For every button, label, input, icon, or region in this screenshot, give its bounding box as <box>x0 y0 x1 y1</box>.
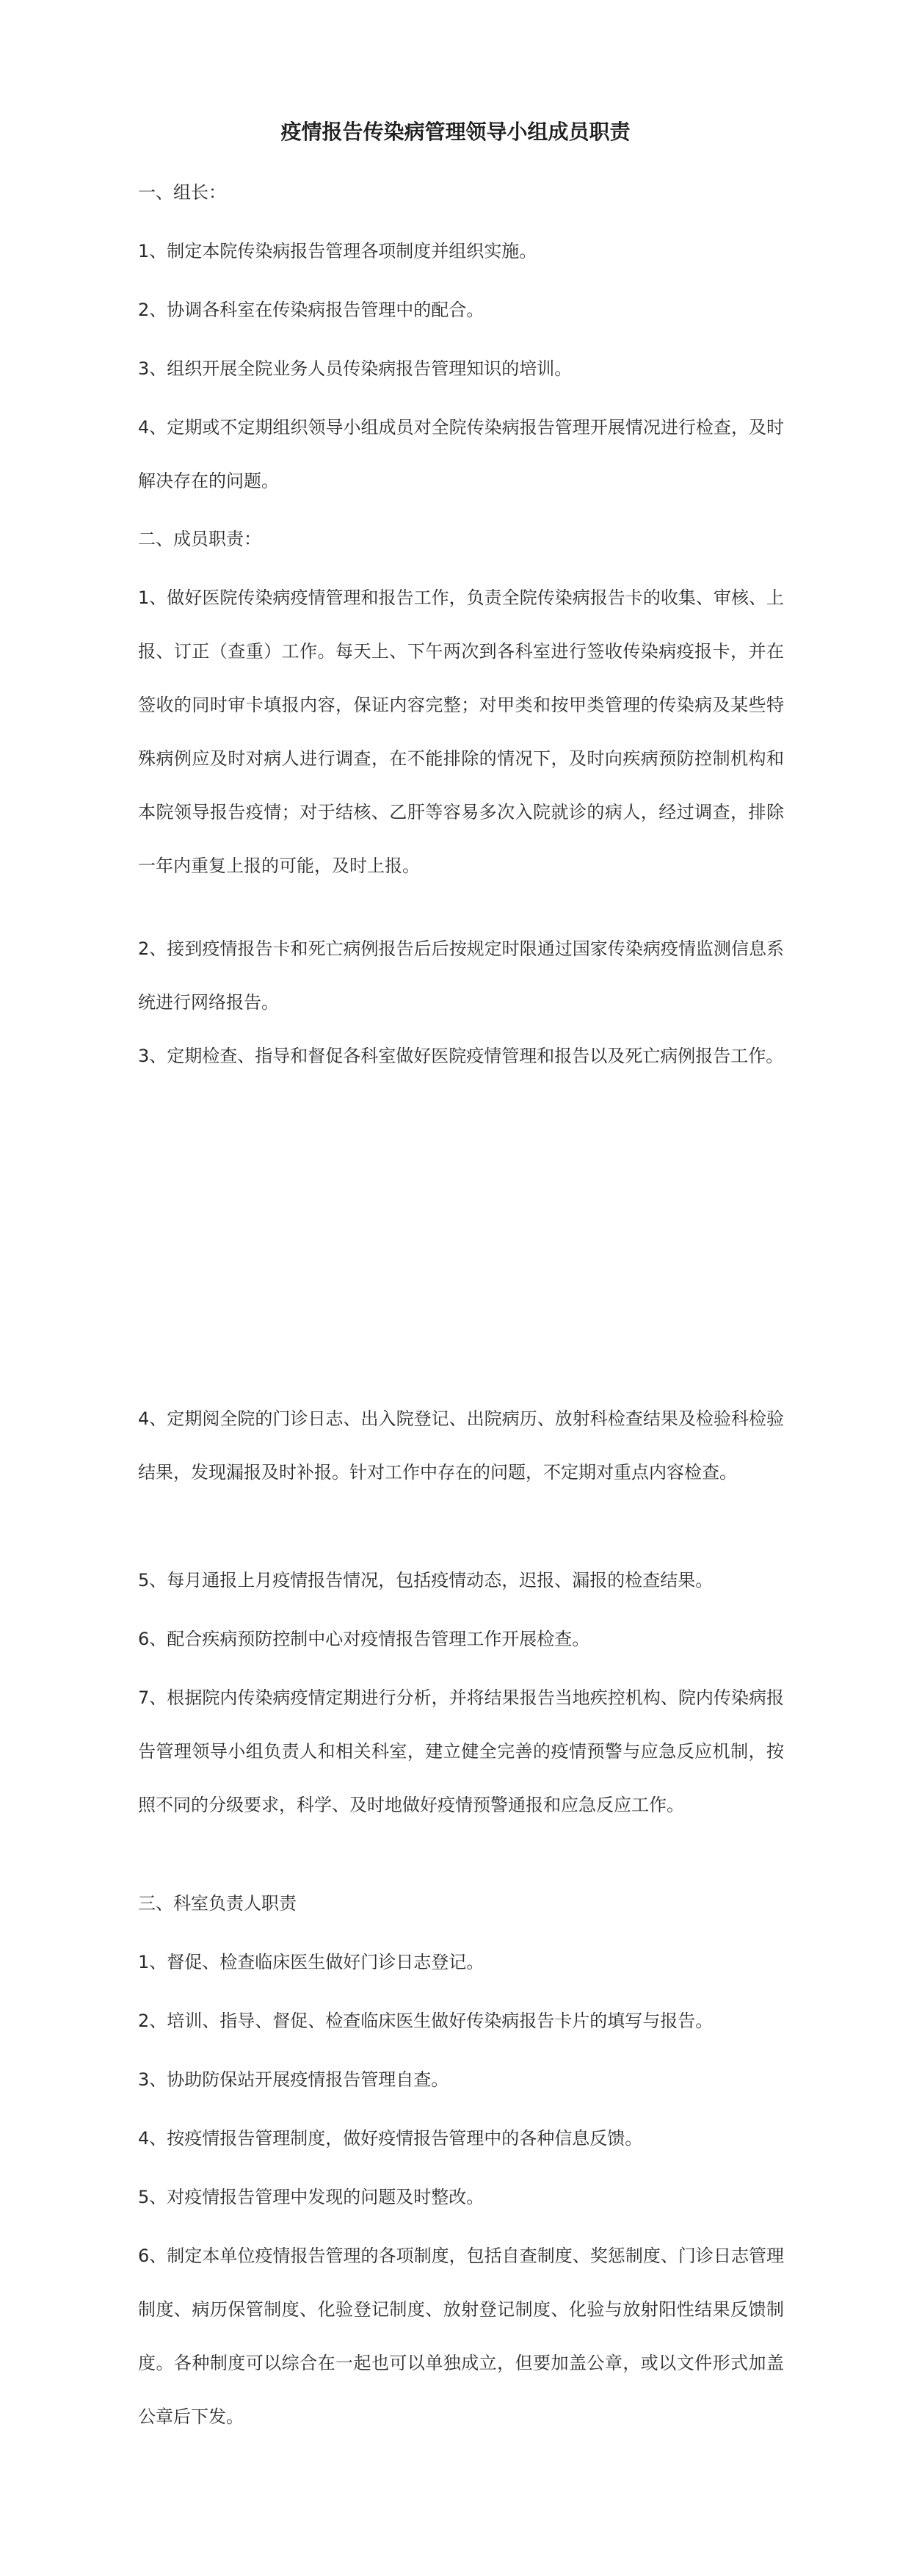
section-3-item-4 <box>138 2112 784 2166</box>
paragraph: 5、对疫情报告管理中发现的问题及时整改。 <box>138 2187 484 2207</box>
section-heading-1: 一、组长： <box>138 182 226 203</box>
section-2-item-7 <box>138 1671 784 1832</box>
section-2-item-3 <box>138 1030 784 1083</box>
paragraph: 5、每月通报上月疫情报告情况，包括疫情动态，迟报、漏报的检查结果。 <box>138 1570 714 1591</box>
section-2-item-2 <box>138 922 784 1030</box>
paragraph: 3、协助防保站开展疫情报告管理自查。 <box>138 2069 449 2090</box>
paragraph: 1、做好医院传染病疫情管理和报告工作，负责全院传染病报告卡的收集、审核、上报、订正（查重）工作。每天上、下午两次到各科室进行签收传染病疫报卡，并在签收的同时审卡填报内容，保证内容完整；对甲类和按甲类管理的传染病及某些特殊病例应及时对病人进行调查，在不能排除的情况下，及时向疾病预防控制机构和本院领导报告疫情；对于结核、乙肝等容易多次入院就诊的病人，经过调查，排除一年内重复上报的可能，及时上报。 <box>138 587 784 876</box>
paragraph: 4、按疫情报告管理制度，做好疫情报告管理中的各种信息反馈。 <box>138 2128 643 2149</box>
section-heading-2: 二、成员职责： <box>138 529 261 549</box>
section-2-item-4 <box>138 1392 784 1499</box>
paragraph: 6、配合疾病预防控制中心对疫情报告管理工作开展检查。 <box>138 1629 590 1649</box>
section-2-item-1 <box>138 571 784 893</box>
paragraph: 4、定期或不定期组织领导小组成员对全院传染病报告管理开展情况进行检查，及时解决存在的问题。 <box>138 417 784 491</box>
section-2-item-6 <box>138 1613 784 1666</box>
section-1-item-1 <box>138 225 784 278</box>
section-1-item-4 <box>138 401 784 508</box>
document-title: 疫情报告传染病管理领导小组成员职责 <box>280 120 631 144</box>
paragraph: 2、协调各科室在传染病报告管理中的配合。 <box>138 300 484 320</box>
paragraph: 1、督促、检查临床医生做好门诊日志登记。 <box>138 1952 484 1972</box>
paragraph: 7、根据院内传染病疫情定期进行分析，并将结果报告当地疾控机构、院内传染病报告管理领导小组负责人和相关科室，建立健全完善的疫情预警与应急反应机制，按照不同的分级要求，科学、及时地做好疫情预警通报和应急反应工作。 <box>138 1687 784 1815</box>
paragraph: 3、定期检查、指导和督促各科室做好医院疫情管理和报告以及死亡病例报告工作。 <box>138 1046 784 1066</box>
section-3-item-2 <box>138 1994 784 2048</box>
section-1-item-2 <box>138 283 784 337</box>
section-3-item-5 <box>138 2171 784 2224</box>
section-1-item-3 <box>138 342 784 396</box>
section-2-item-5 <box>138 1554 784 1607</box>
paragraph: 6、制定本单位疫情报告管理的各项制度，包括自查制度、奖惩制度、门诊日志管理制度、病历保管制度、化验登记制度、放射登记制度、化验与放射阳性结果反馈制度。各种制度可以综合在一起也可以单独成立，但要加盖公章，或以文件形式加盖公章后下发。 <box>138 2246 784 2427</box>
paragraph: 1、制定本院传染病报告管理各项制度并组织实施。 <box>138 241 537 261</box>
section-3-item-1 <box>138 1936 784 1989</box>
paragraph: 4、定期阅全院的门诊日志、出入院登记、出院病历、放射科检查结果及检验科检验结果，发现漏报及时补报。针对工作中存在的问题，不定期对重点内容检查。 <box>138 1408 784 1483</box>
paragraph: 3、组织开展全院业务人员传染病报告管理知识的培训。 <box>138 358 573 379</box>
paragraph: 2、培训、指导、督促、检查临床医生做好传染病报告卡片的填写与报告。 <box>138 2011 714 2031</box>
section-3-item-6 <box>138 2229 784 2444</box>
paragraph: 2、接到疫情报告卡和死亡病例报告后后按规定时限通过国家传染病疫情监测信息系统进行网络报告。 <box>138 938 784 1013</box>
section-heading-3: 三、科室负责人职责 <box>138 1893 297 1914</box>
section-3-item-3 <box>138 2053 784 2107</box>
